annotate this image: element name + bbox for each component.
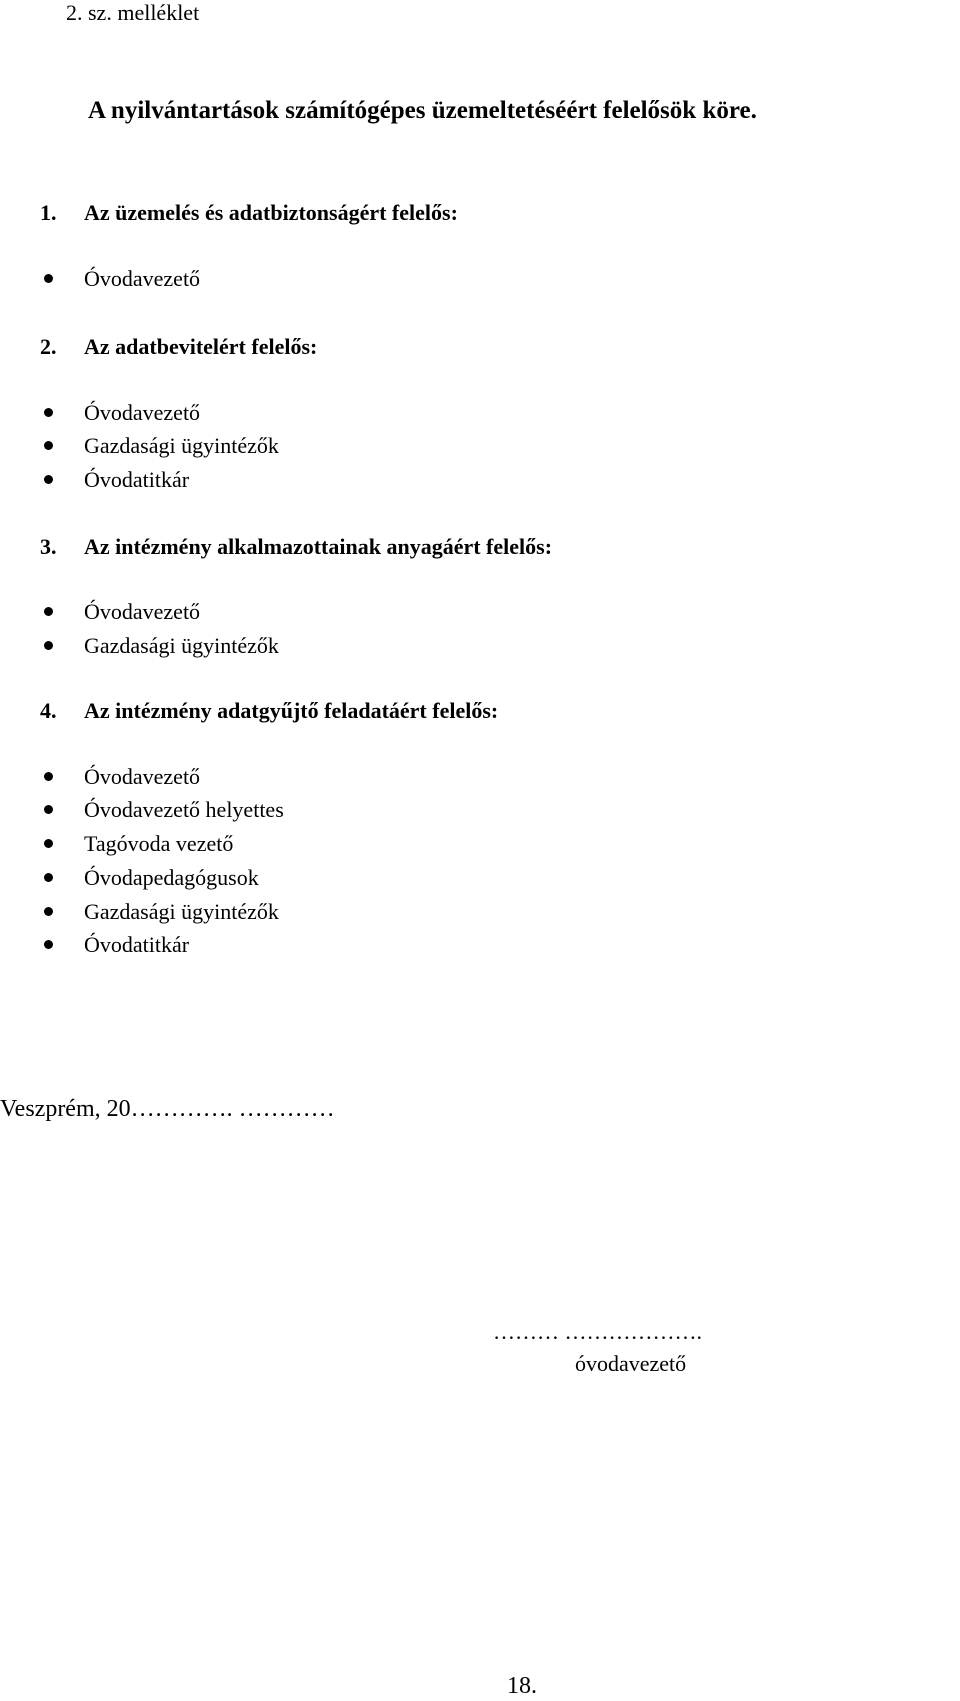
list-item (44, 599, 200, 625)
bullet-icon (44, 441, 53, 450)
list-item (44, 932, 189, 958)
bullet-icon (44, 772, 53, 781)
signature-label: óvodavezető (575, 1351, 687, 1376)
list-item-label: Óvodavezető (84, 400, 201, 425)
section-number: 4. (40, 698, 57, 723)
bullet-icon (44, 475, 53, 484)
list-item (44, 764, 200, 790)
bullet-icon (44, 805, 53, 814)
section-number: 1. (40, 200, 57, 225)
section-title: Az adatbevitelért felelős: (84, 334, 318, 359)
list-item-label: Óvodapedagógusok (84, 865, 259, 890)
section-title: Az üzemelés és adatbiztonságért felelős: (84, 200, 458, 225)
bullet-icon (44, 607, 53, 616)
page-number: 18. (507, 1673, 537, 1699)
list-item-label: Gazdasági ügyintézők (84, 633, 279, 658)
bullet-icon (44, 907, 53, 916)
bullet-icon (44, 408, 53, 417)
section-title: Az intézmény adatgyűjtő feladatáért felelős: (84, 698, 499, 723)
section-heading (40, 334, 317, 360)
section-number: 2. (40, 334, 57, 359)
bullet-icon (44, 873, 53, 882)
list-item-label: Óvodatitkár (84, 467, 190, 492)
list-item (44, 433, 279, 459)
list-item (44, 899, 279, 925)
list-item-label: Gazdasági ügyintézők (84, 433, 279, 458)
bullet-icon (44, 940, 53, 949)
signature-line: ……… ………………. (493, 1319, 702, 1344)
list-item (44, 467, 189, 493)
section-number: 3. (40, 534, 57, 559)
list-item-label: Óvodavezető (84, 266, 201, 291)
bullet-icon (44, 839, 53, 848)
bullet-icon (44, 641, 53, 650)
section-title: Az intézmény alkalmazottainak anyagáért felelős: (84, 534, 553, 559)
list-item (44, 400, 200, 426)
list-item (44, 633, 279, 659)
place-date: Veszprém, 20…………. ………… (0, 1096, 335, 1122)
section-heading (40, 200, 458, 226)
list-item-label: Gazdasági ügyintézők (84, 899, 279, 924)
list-item-label: Óvodavezető (84, 764, 201, 789)
list-item-label: Tagóvoda vezető (84, 831, 234, 856)
list-item (44, 266, 200, 292)
list-item (44, 865, 259, 891)
list-item-label: Óvodavezető (84, 599, 201, 624)
bullet-icon (44, 274, 53, 283)
list-item (44, 797, 284, 823)
annex-label: 2. sz. melléklet (66, 0, 200, 25)
list-item-label: Óvodavezető helyettes (84, 797, 284, 822)
document-title: A nyilvántartások számítógépes üzemeltetéséért felelősök köre. (88, 97, 757, 124)
section-heading (40, 534, 552, 560)
section-heading (40, 698, 498, 724)
list-item-label: Óvodatitkár (84, 932, 190, 957)
list-item (44, 831, 233, 857)
